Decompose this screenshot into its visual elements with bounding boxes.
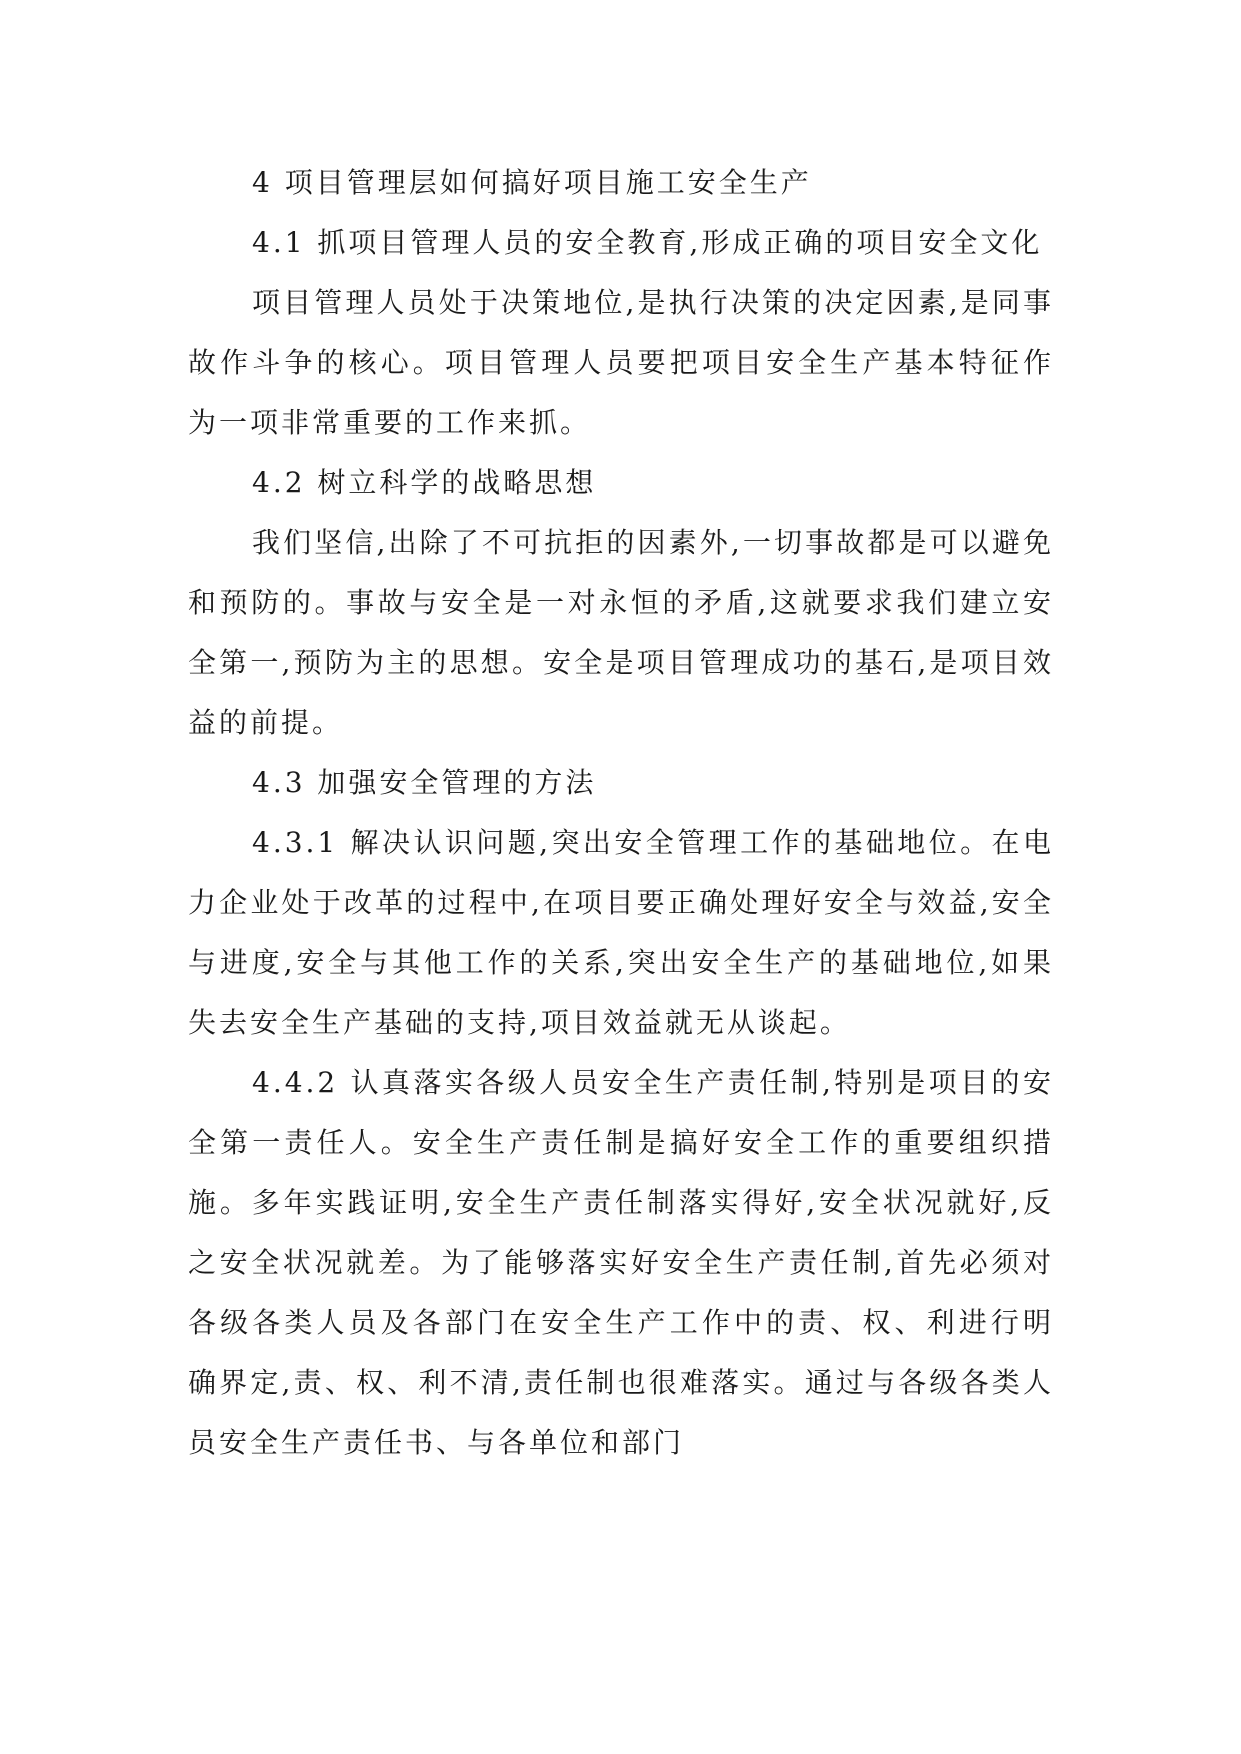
paragraph: 项目管理人员处于决策地位,是执行决策的决定因素,是同事故作斗争的核心。项目管理人员要把项目安全生产基本特征作为一项非常重要的工作来抓。 xyxy=(188,286,1054,439)
section-heading-4-1: 4.1 抓项目管理人员的安全教育,形成正确的项目安全文化 xyxy=(252,226,1043,259)
paragraph: 我们坚信,出除了不可抗拒的因素外,一切事故都是可以避免和预防的。事故与安全是一对永恒的矛盾,这就要求我们建立安全第一,预防为主的思想。安全是项目管理成功的基石,是项目效益的前提。 xyxy=(188,526,1054,739)
paragraph: 4.4.2 认真落实各级人员安全生产责任制,特别是项目的安全第一责任人。安全生产责任制是搞好安全工作的重要组织措施。多年实践证明,安全生产责任制落实得好,安全状况就好,反之安全状况就差。为了能够落实好安全生产责任制,首先必须对各级各类人员及各部门在安全生产工作中的责、权、利进行明确界定,责、权、利不清,责任制也很难落实。通过与各级各类人员安全生产责任书、与各单位和部门 xyxy=(188,1066,1054,1459)
paragraph: 4.3.1 解决认识问题,突出安全管理工作的基础地位。在电力企业处于改革的过程中,在项目要正确处理好安全与效益,安全与进度,安全与其他工作的关系,突出安全生产的基础地位,如果失去安全生产基础的支持,项目效益就无从谈起。 xyxy=(188,826,1054,1039)
section-heading-4: 4 项目管理层如何搞好项目施工安全生产 xyxy=(252,166,812,199)
document-body xyxy=(188,153,1054,1473)
section-heading-4-3: 4.3 加强安全管理的方法 xyxy=(252,766,597,799)
section-heading-4-2: 4.2 树立科学的战略思想 xyxy=(252,466,597,499)
